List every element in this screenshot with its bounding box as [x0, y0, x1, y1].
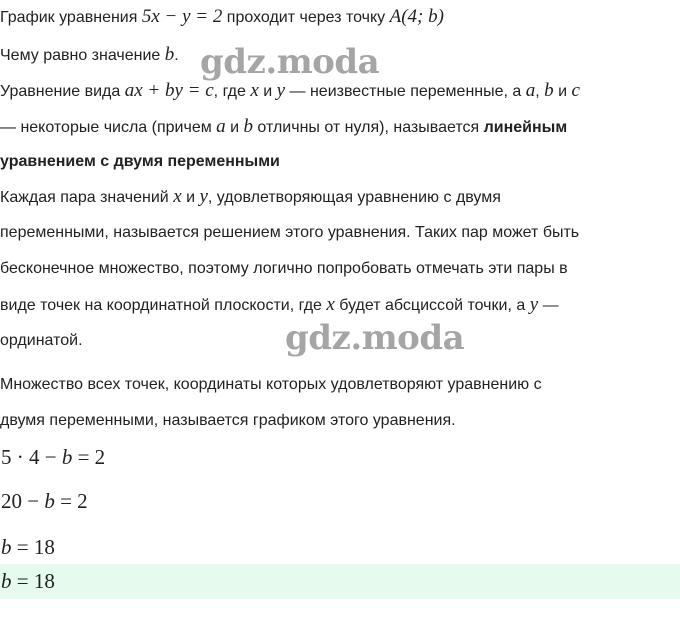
- step-expr: = 2: [72, 445, 106, 469]
- theory-equation: ax + by = c: [124, 80, 214, 101]
- theory-text: Каждая пара значений: [0, 189, 174, 206]
- theory-var-a: a: [216, 116, 226, 137]
- problem-period: .: [174, 47, 179, 64]
- theory-text: отличны от нуля), называется: [252, 119, 484, 136]
- theory-text: Множество всех точек, координаты которых удовлетворяют уравнению с: [0, 376, 542, 393]
- problem-point: A(4; b): [389, 6, 444, 27]
- theory-text: ,: [535, 83, 545, 100]
- theory-text: и: [553, 83, 572, 100]
- theory-text: — некоторые числа (причем: [0, 119, 217, 136]
- step-var: b: [44, 489, 55, 513]
- problem-equation: 5x − y = 2: [141, 6, 223, 27]
- theory-text: — неизвестные переменные, а: [285, 83, 526, 100]
- problem-line-1: [0, 6, 444, 29]
- theory-var-x: x: [250, 80, 259, 101]
- theory-line-3: [0, 151, 280, 173]
- theory-line-2: [0, 116, 567, 139]
- theory-var-y: y: [276, 80, 286, 101]
- step-var: b: [1, 535, 12, 559]
- solution-step-2: [1, 488, 88, 514]
- answer-equation: [1, 568, 55, 594]
- watermark-logo: gdz.moda: [200, 42, 380, 82]
- watermark-logo: gdz.moda: [285, 318, 465, 358]
- theory-text: бесконечное множество, поэтому логично попробовать отмечать эти пары в: [0, 260, 568, 277]
- theory-text: —: [538, 297, 559, 314]
- theory-line-6: [0, 258, 568, 280]
- theory-text: , удовлетворяющая уравнению с двумя: [207, 189, 501, 206]
- theory-line-7: [0, 294, 559, 317]
- theory-line-8: [0, 330, 83, 352]
- theory-line-5: [0, 222, 579, 244]
- theory-text: двумя переменными, называется графиком этого уравнения.: [0, 412, 456, 429]
- step-expr: 20 −: [1, 489, 45, 513]
- answer-box: [0, 564, 680, 599]
- problem-question: Чему равно значение: [0, 47, 165, 64]
- theory-text: , где: [213, 83, 251, 100]
- theory-var-x: x: [173, 186, 182, 207]
- solution-step-1: [1, 444, 105, 470]
- step-expr: 5 · 4 −: [1, 445, 62, 469]
- problem-text-2: проходит через точку: [222, 9, 390, 26]
- theory-text: ординатой.: [0, 332, 83, 349]
- theory-text: и: [258, 83, 277, 100]
- problem-variable: b: [164, 44, 175, 65]
- theory-text: переменными, называется решением этого уравнения. Таких пар может быть: [0, 224, 580, 241]
- theory-var-x: x: [326, 294, 335, 315]
- theory-var-a: a: [525, 80, 536, 101]
- theory-text: Уравнение вида: [0, 83, 125, 100]
- theory-var-b: b: [243, 116, 253, 137]
- theory-text: и: [181, 189, 200, 206]
- answer-var: b: [1, 569, 12, 593]
- theory-line-9: [0, 374, 542, 396]
- theory-line-4: [0, 186, 501, 209]
- theory-text: будет абсциссой точки, а: [334, 297, 530, 314]
- theory-term: линейным: [483, 119, 568, 136]
- theory-var-y: y: [529, 294, 539, 315]
- theory-term: уравнением с двумя переменными: [0, 153, 280, 170]
- step-var: b: [61, 445, 73, 469]
- answer-value: = 18: [11, 569, 55, 593]
- theory-var-y: y: [199, 186, 208, 207]
- theory-text: виде точек на координатной плоскости, где: [0, 297, 327, 314]
- theory-var-c: c: [571, 80, 580, 101]
- theory-text: и: [225, 119, 244, 136]
- problem-text: График уравнения: [0, 9, 142, 26]
- solution-step-3: [1, 534, 55, 560]
- theory-line-10: [0, 410, 456, 432]
- step-expr: = 18: [11, 535, 55, 559]
- theory-var-b: b: [544, 80, 554, 101]
- theory-line-1: [0, 80, 580, 103]
- problem-line-2: [0, 44, 179, 67]
- step-expr: = 2: [54, 489, 88, 513]
